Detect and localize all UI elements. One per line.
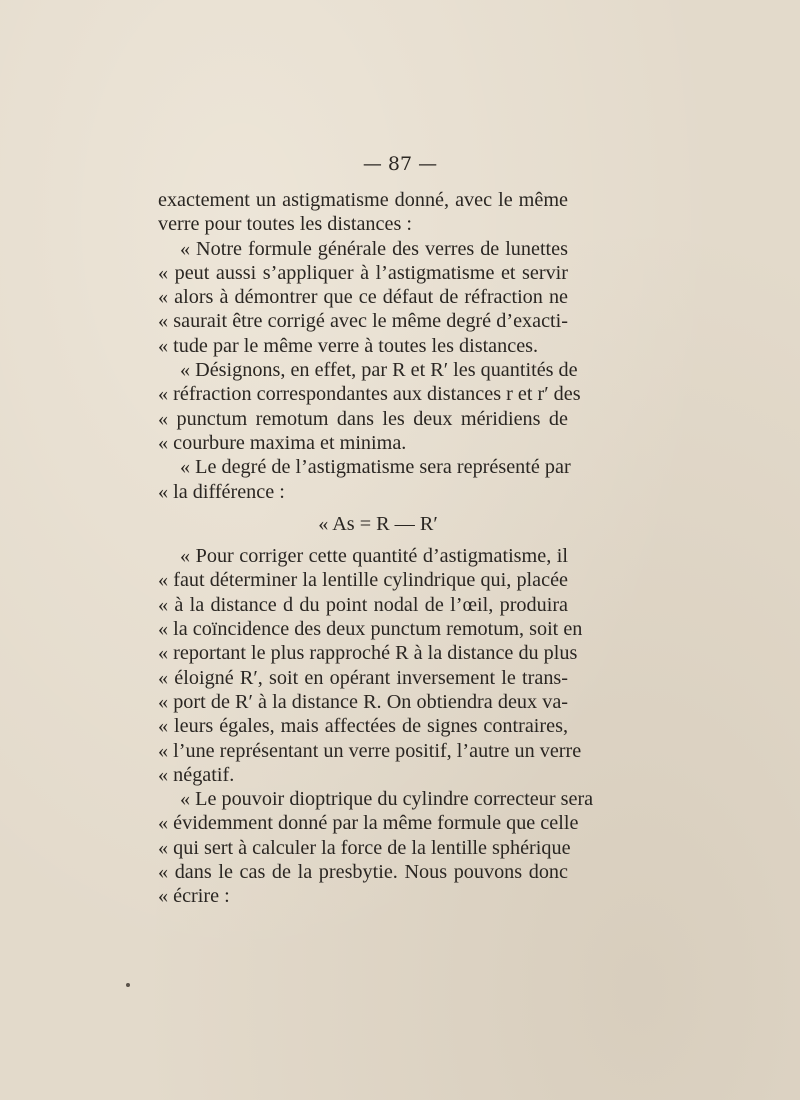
text-line: « réfraction correspondantes aux distances r et r′ des xyxy=(158,383,581,406)
text-line: « l’une représentant un verre positif, l’autre un verre xyxy=(158,739,582,762)
ink-speck xyxy=(126,983,130,987)
text-line: « faut déterminer la lentille cylindrique qui, placée xyxy=(158,569,568,592)
text-line: « punctum remotum dans les deux méridiens de xyxy=(158,407,568,430)
text-line: verre pour toutes les distances : xyxy=(158,213,412,236)
body-text xyxy=(158,188,594,909)
text-line: « Désignons, en effet, par R et R′ les quantités de xyxy=(180,359,578,382)
text-line: « écrire : xyxy=(158,885,230,908)
text-line: « Pour corriger cette quantité d’astigmatisme, il xyxy=(180,545,568,568)
text-line: exactement un astigmatisme donné, avec le même xyxy=(158,189,568,211)
text-line: « peut aussi s’appliquer à l’astigmatisme et servir xyxy=(158,261,568,284)
text-line: « éloigné R′, soit en opérant inversement le trans- xyxy=(158,666,568,689)
text-line: « Le pouvoir dioptrique du cylindre correcteur sera xyxy=(180,788,594,811)
text-line: « alors à démontrer que ce défaut de réfraction ne xyxy=(158,286,568,309)
page-number: — 87 — xyxy=(362,153,438,175)
text-line: « à la distance d du point nodal de l’œil, produira xyxy=(158,593,568,616)
text-line: « dans le cas de la presbytie. Nous pouvons donc xyxy=(158,861,568,884)
text-line: « port de R′ à la distance R. On obtiendra deux va- xyxy=(158,690,568,713)
text-line: « la coïncidence des deux punctum remotum, soit en xyxy=(158,618,583,641)
text-line: « tude par le même verre à toutes les distances. xyxy=(158,334,539,357)
text-line: « Notre formule générale des verres de lunettes xyxy=(180,237,568,260)
text-line: « négatif. xyxy=(158,763,235,786)
text-line: « courbure maxima et minima. xyxy=(158,431,407,454)
text-line: « Le degré de l’astigmatisme sera représenté par xyxy=(180,456,571,479)
text-line: « la différence : xyxy=(158,480,285,503)
text-line: « leurs égales, mais affectées de signes contraires, xyxy=(158,715,568,738)
text-line: « évidemment donné par la même formule que celle xyxy=(158,812,579,835)
text-line: « reportant le plus rapproché R à la distance du plus xyxy=(158,642,578,665)
formula-line: « As = R — R′ xyxy=(318,512,438,535)
text-line: « saurait être corrigé avec le même degré d’exacti- xyxy=(158,310,568,333)
text-line: « qui sert à calculer la force de la lentille sphérique xyxy=(158,836,571,859)
